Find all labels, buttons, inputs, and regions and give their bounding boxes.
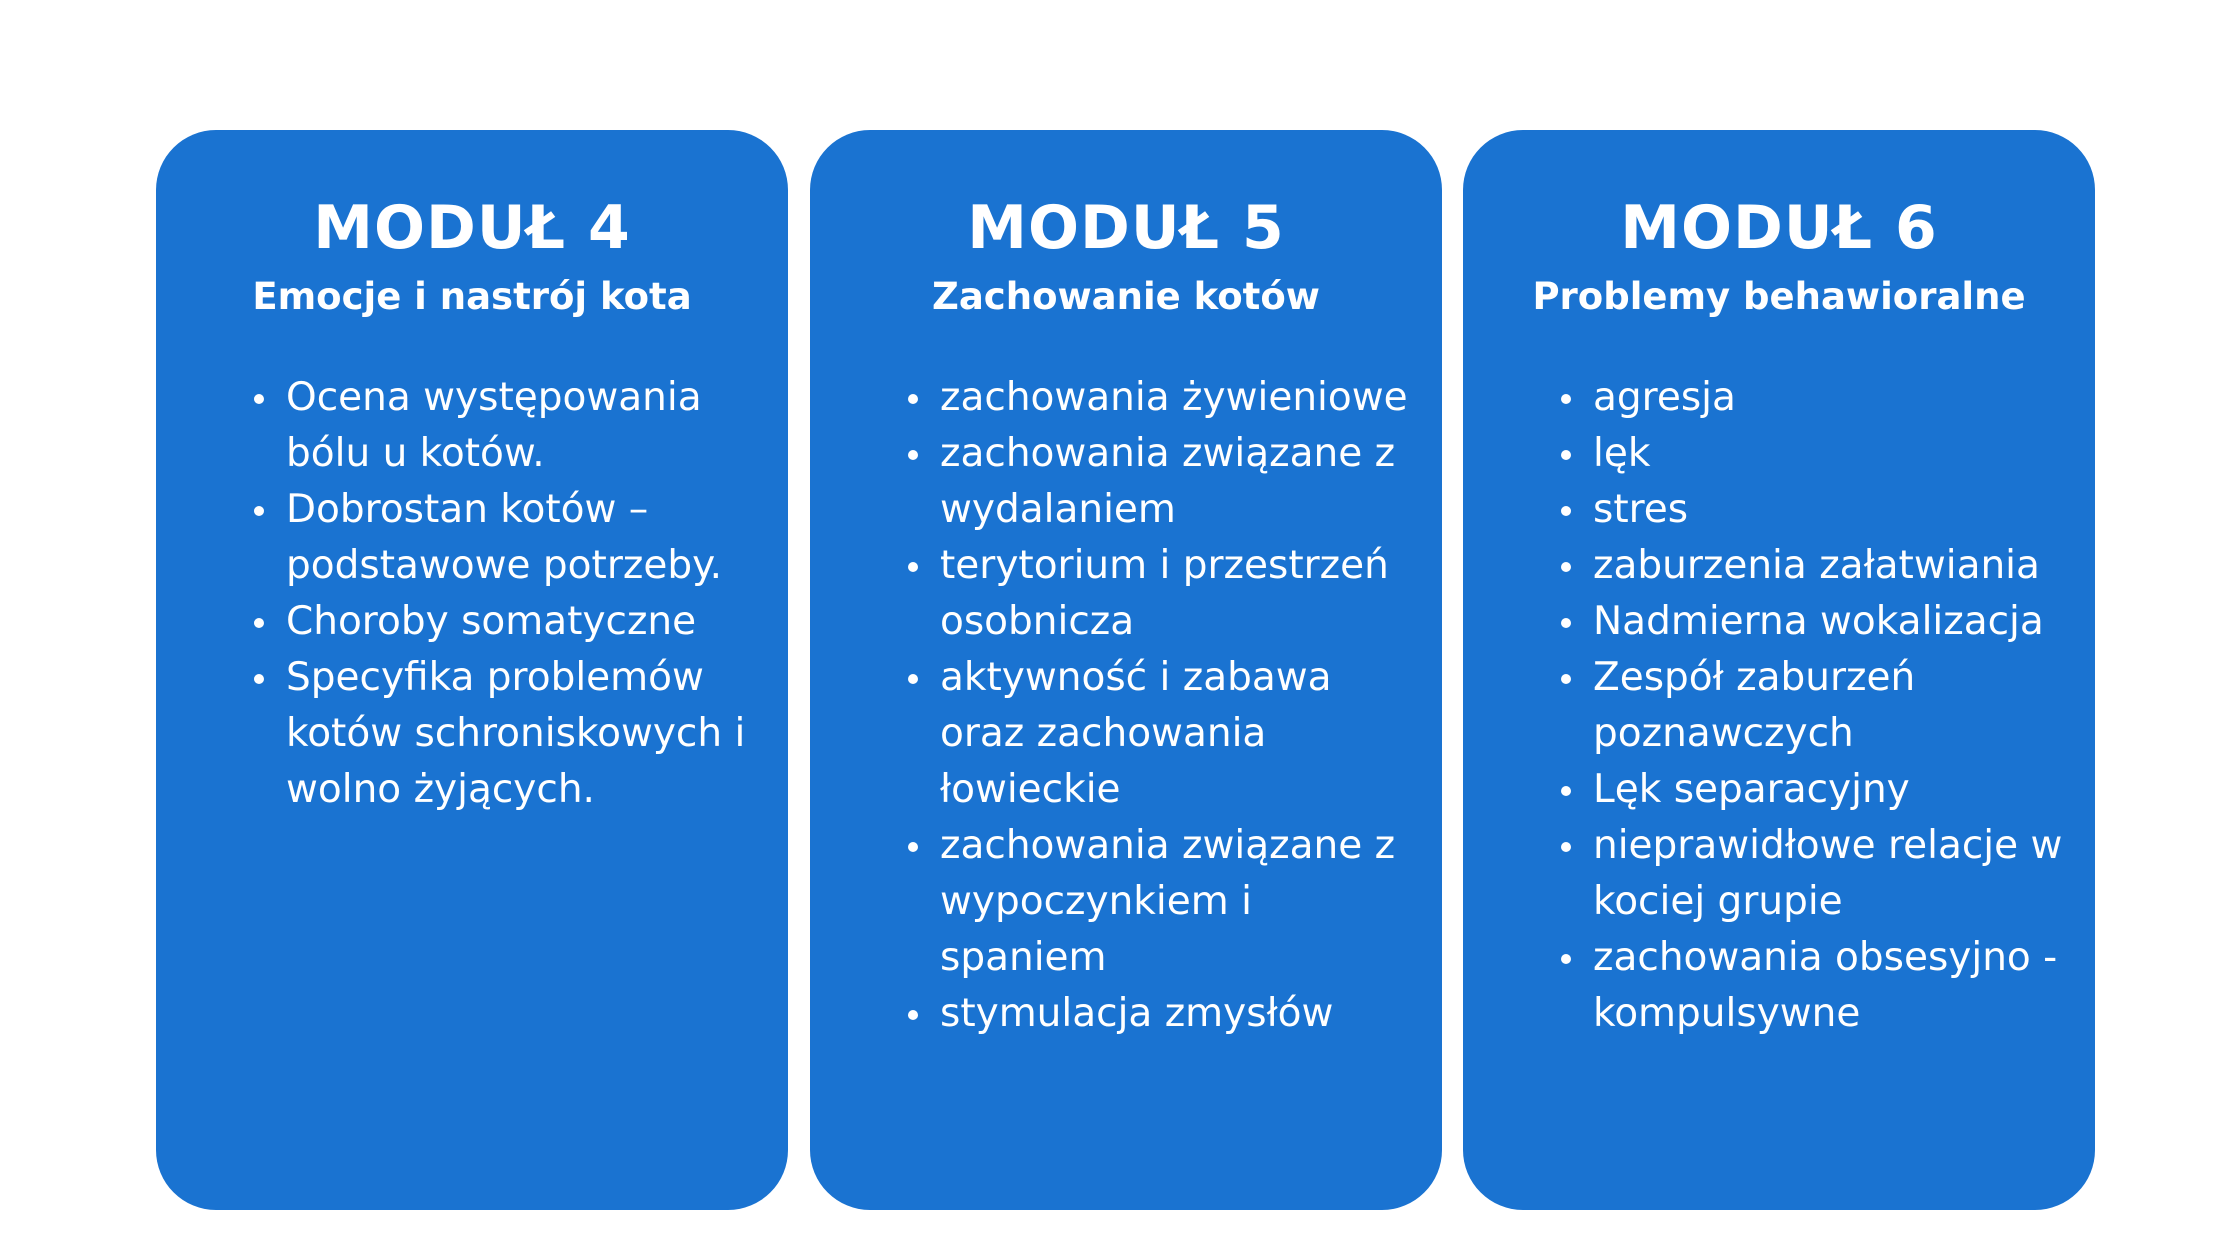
bullet-icon	[254, 506, 264, 516]
bullet-icon	[908, 562, 918, 572]
list-item	[1561, 818, 2071, 930]
list-item-text: stres	[1593, 487, 1689, 532]
bullet-icon	[908, 842, 918, 852]
bullet-icon	[1561, 562, 1571, 572]
bullet-icon	[1561, 450, 1571, 460]
module-6-topic-list	[1561, 370, 2071, 1042]
list-item	[908, 986, 1418, 1042]
list-item	[1561, 482, 2071, 538]
list-item-text: nieprawidłowe relacje w kociej grupie	[1593, 823, 2063, 924]
list-item	[254, 594, 754, 650]
list-item-text: terytorium i przestrzeń osobnicza	[940, 543, 1389, 644]
bullet-icon	[1561, 954, 1571, 964]
bullet-icon	[254, 618, 264, 628]
module-4-subtitle: Emocje i nastrój kota	[252, 275, 692, 318]
bullet-icon	[254, 394, 264, 404]
list-item	[1561, 930, 2071, 1042]
bullet-icon	[1561, 506, 1571, 516]
list-item	[1561, 650, 2071, 762]
list-item-text: Dobrostan kotów – podstawowe potrzeby.	[286, 487, 723, 588]
list-item	[908, 650, 1418, 818]
module-5-subtitle: Zachowanie kotów	[932, 275, 1320, 318]
bullet-icon	[1561, 394, 1571, 404]
list-item-text: Specyfika problemów kotów schroniskowych i wolno żyjących.	[286, 655, 746, 812]
list-item-text: agresja	[1593, 375, 1736, 420]
list-item	[1561, 538, 2071, 594]
bullet-icon	[908, 394, 918, 404]
list-item-text: Lęk separacyjny	[1593, 767, 1910, 812]
list-item	[908, 426, 1418, 538]
module-4-card	[156, 130, 788, 1210]
list-item-text: zachowania związane z wydalaniem	[940, 431, 1396, 532]
bullet-icon	[1561, 786, 1571, 796]
module-5-topic-list	[908, 370, 1418, 1042]
bullet-icon	[1561, 674, 1571, 684]
list-item	[1561, 594, 2071, 650]
list-item-text: Zespół zaburzeń poznawczych	[1593, 655, 1916, 756]
bullet-icon	[1561, 618, 1571, 628]
list-item	[1561, 426, 2071, 482]
list-item	[908, 370, 1418, 426]
list-item	[1561, 370, 2071, 426]
list-item-text: zachowania żywieniowe	[940, 375, 1408, 420]
list-item-text: Ocena występowania bólu u kotów.	[286, 375, 702, 476]
list-item-text: Choroby somatyczne	[286, 599, 697, 644]
module-4-topic-list	[254, 370, 754, 818]
module-5-title: MODUŁ 5	[967, 193, 1285, 263]
list-item-text: zachowania obsesyjno - kompulsywne	[1593, 935, 2058, 1036]
list-item	[254, 650, 754, 818]
module-4-title: MODUŁ 4	[313, 193, 631, 263]
bullet-icon	[1561, 842, 1571, 852]
list-item-text: lęk	[1593, 431, 1651, 476]
list-item	[908, 818, 1418, 986]
list-item-text: Nadmierna wokalizacja	[1593, 599, 2044, 644]
list-item-text: stymulacja zmysłów	[940, 991, 1334, 1036]
list-item-text: zachowania związane z wypoczynkiem i spaniem	[940, 823, 1396, 980]
list-item	[254, 370, 754, 482]
list-item	[1561, 762, 2071, 818]
list-item-text: aktywność i zabawa oraz zachowania łowieckie	[940, 655, 1332, 812]
module-5-card	[810, 130, 1442, 1210]
bullet-icon	[254, 674, 264, 684]
module-6-title: MODUŁ 6	[1620, 193, 1938, 263]
list-item	[254, 482, 754, 594]
module-6-subtitle: Problemy behawioralne	[1532, 275, 2026, 318]
bullet-icon	[908, 450, 918, 460]
module-6-card	[1463, 130, 2095, 1210]
bullet-icon	[908, 1010, 918, 1020]
list-item-text: zaburzenia załatwiania	[1593, 543, 2040, 588]
list-item	[908, 538, 1418, 650]
bullet-icon	[908, 674, 918, 684]
